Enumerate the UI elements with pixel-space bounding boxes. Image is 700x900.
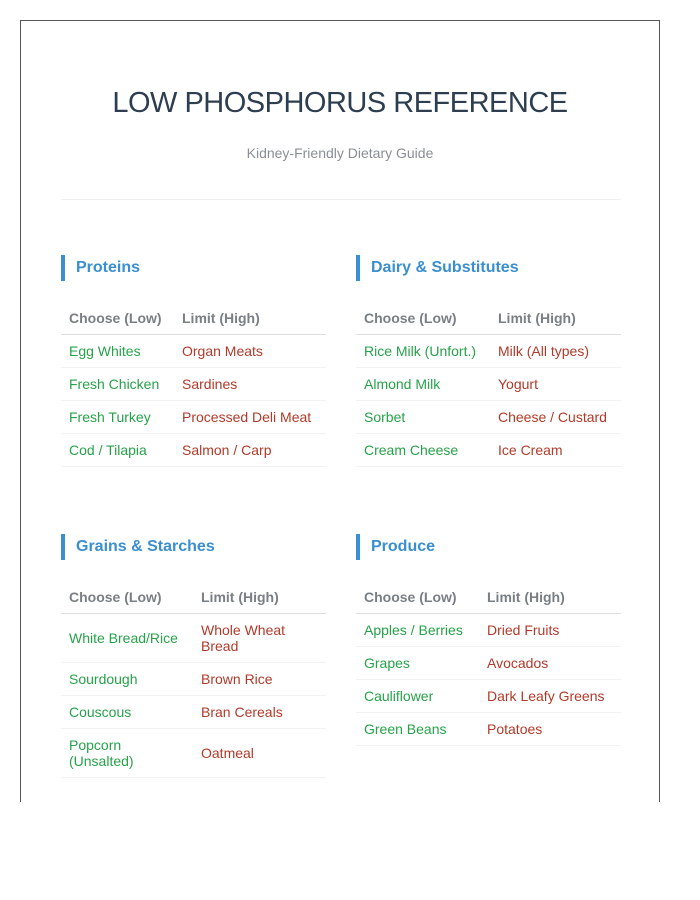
low-item: Cream Cheese xyxy=(356,434,490,467)
table-header-row xyxy=(61,580,326,614)
reference-card xyxy=(20,20,660,802)
column-header-low: Choose (Low) xyxy=(61,301,174,335)
table-row xyxy=(61,729,326,778)
column-header-high: Limit (High) xyxy=(490,301,621,335)
low-item: Popcorn (Unsalted) xyxy=(61,729,193,778)
high-item: Processed Deli Meat xyxy=(174,401,326,434)
table-row xyxy=(356,647,621,680)
high-item: Dried Fruits xyxy=(479,614,621,647)
table-row xyxy=(61,368,326,401)
high-item: Bran Cereals xyxy=(193,696,326,729)
column-header-low: Choose (Low) xyxy=(61,580,193,614)
table-row xyxy=(356,401,621,434)
low-item: Grapes xyxy=(356,647,479,680)
table-row xyxy=(356,335,621,368)
section-grains xyxy=(61,534,326,778)
food-table xyxy=(61,580,326,778)
table-header-row xyxy=(61,301,326,335)
food-table xyxy=(61,301,326,467)
table-header-row xyxy=(356,580,621,614)
table-row xyxy=(61,696,326,729)
high-item: Milk (All types) xyxy=(490,335,621,368)
column-header-high: Limit (High) xyxy=(193,580,326,614)
low-item: Sorbet xyxy=(356,401,490,434)
section-proteins xyxy=(61,255,326,467)
table-row xyxy=(356,680,621,713)
high-item: Oatmeal xyxy=(193,729,326,778)
high-item: Dark Leafy Greens xyxy=(479,680,621,713)
table-row xyxy=(61,434,326,467)
food-table xyxy=(356,580,621,746)
low-item: Egg Whites xyxy=(61,335,174,368)
section-dairy xyxy=(356,255,621,467)
high-item: Organ Meats xyxy=(174,335,326,368)
column-header-high: Limit (High) xyxy=(174,301,326,335)
high-item: Salmon / Carp xyxy=(174,434,326,467)
table-row xyxy=(356,614,621,647)
high-item: Ice Cream xyxy=(490,434,621,467)
high-item: Cheese / Custard xyxy=(490,401,621,434)
column-header-low: Choose (Low) xyxy=(356,301,490,335)
low-item: Fresh Chicken xyxy=(61,368,174,401)
low-item: Green Beans xyxy=(356,713,479,746)
low-item: Cod / Tilapia xyxy=(61,434,174,467)
high-item: Sardines xyxy=(174,368,326,401)
column-header-low: Choose (Low) xyxy=(356,580,479,614)
section-title: Produce xyxy=(356,534,621,560)
high-item: Whole Wheat Bread xyxy=(193,614,326,663)
page-subtitle: Kidney-Friendly Dietary Guide xyxy=(246,145,434,161)
low-item: Almond Milk xyxy=(356,368,490,401)
table-row xyxy=(61,663,326,696)
high-item: Yogurt xyxy=(490,368,621,401)
low-item: Fresh Turkey xyxy=(61,401,174,434)
table-header-row xyxy=(356,301,621,335)
table-row xyxy=(61,335,326,368)
page-title: LOW PHOSPHORUS REFERENCE xyxy=(112,87,568,119)
section-produce xyxy=(356,534,621,746)
header-divider xyxy=(61,199,621,200)
low-item: Rice Milk (Unfort.) xyxy=(356,335,490,368)
low-item: White Bread/Rice xyxy=(61,614,193,663)
low-item: Cauliflower xyxy=(356,680,479,713)
low-item: Sourdough xyxy=(61,663,193,696)
food-table xyxy=(356,301,621,467)
section-title: Dairy & Substitutes xyxy=(356,255,621,281)
section-title: Grains & Starches xyxy=(61,534,326,560)
low-item: Couscous xyxy=(61,696,193,729)
table-row xyxy=(356,434,621,467)
high-item: Avocados xyxy=(479,647,621,680)
column-header-high: Limit (High) xyxy=(479,580,621,614)
table-row xyxy=(61,614,326,663)
table-row xyxy=(356,368,621,401)
table-row xyxy=(61,401,326,434)
low-item: Apples / Berries xyxy=(356,614,479,647)
high-item: Brown Rice xyxy=(193,663,326,696)
high-item: Potatoes xyxy=(479,713,621,746)
table-row xyxy=(356,713,621,746)
section-title: Proteins xyxy=(61,255,326,281)
